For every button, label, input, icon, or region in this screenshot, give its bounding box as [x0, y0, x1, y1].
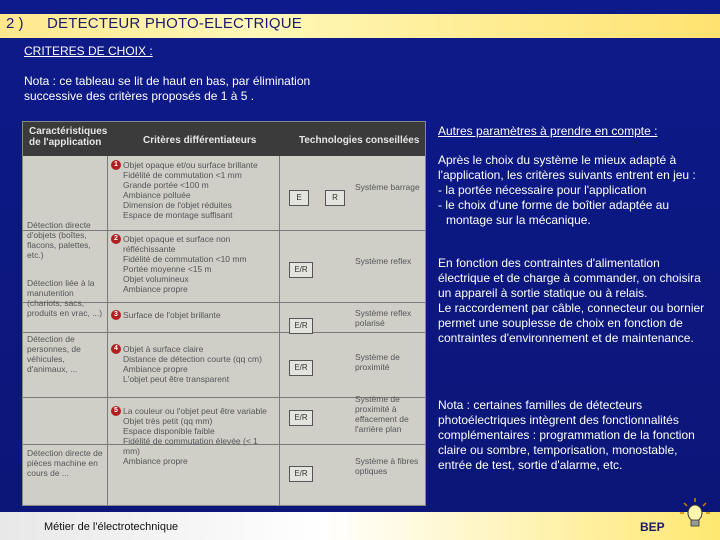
other-parameters-heading: Autres paramètres à prendre en compte :	[438, 124, 658, 138]
emitter-receiver-box: E/R	[289, 410, 313, 426]
technology-label: Système de proximité	[355, 352, 400, 372]
table-header-applications: Caractéristiques de l'application	[29, 126, 108, 148]
footer-level-label: BEP	[640, 520, 665, 534]
criterion-number-2: 2	[111, 234, 121, 244]
criterion-block-5: La couleur ou l'objet peut être variable Objet très petit (qq mm) Espace disponible faible Fidélité de commutation élevée (< 1 mm) Ambiance propre	[123, 406, 267, 466]
criterion-block-3: Surface de l'objet brillante	[123, 310, 221, 320]
emitter-receiver-box: E/R	[289, 466, 313, 482]
slide-title: DETECTEUR PHOTO-ELECTRIQUE	[47, 15, 302, 32]
features-note: Nota : certaines familles de détecteurs photoélectriques intègrent des fonctionnalités complémentaires : programmation de la fonction claire ou sombre, temporisation, monostable, entrée de test, sortie d'alarme, etc.	[438, 398, 695, 472]
application-item: Détection liée à la manutention (chariots, sacs, produits en vrac, ...)	[27, 278, 103, 318]
technology-label: Système de proximité à effacement de l'arrière plan	[355, 394, 409, 434]
after-choice-paragraph: Après le choix du système le mieux adapté à l'application, les critères suivants entrent en jeu : - la portée nécessaire pour l'application - le choix d'une forme de boîtier adaptée au montage sur la mécanique.	[438, 153, 696, 227]
criterion-block-1: Objet opaque et/ou surface brillante Fidélité de commutation <1 mm Grande portée <100 m Ambiance polluée Dimension de l'objet réduites Espace de montage suffisant	[123, 160, 258, 220]
selection-table-image	[22, 121, 426, 506]
application-item: Détection directe de pièces machine en cours de ...	[27, 448, 103, 478]
criteria-heading: CRITERES DE CHOIX :	[24, 44, 153, 58]
technology-label: Système barrage	[355, 182, 420, 192]
reading-note: Nota : ce tableau se lit de haut en bas, par élimination successive des critères proposés de 1 à 5 .	[24, 74, 311, 103]
application-item: Détection directe d'objets (boîtes, flacons, palettes, etc.)	[27, 220, 91, 260]
section-number: 2 )	[6, 15, 24, 32]
receiver-box: R	[325, 190, 345, 206]
technology-label: Système reflex	[355, 256, 412, 266]
constraints-paragraph: En fonction des contraintes d'alimentation électrique et de charge à commander, on choisira un appareil à sortie statique ou à relais. Le raccordement par câble, connecteur ou bornier permet une souplesse de choix en fonction de contraintes d'environnement et de maintenance.	[438, 256, 705, 345]
emitter-box: E	[289, 190, 309, 206]
criterion-block-4: Objet à surface claire Distance de détection courte (qq cm) Ambiance propre L'objet peut être transparent	[123, 344, 262, 384]
technology-label: Système reflex polarisé	[355, 308, 412, 328]
footer-course-name: Métier de l'électrotechnique	[44, 521, 179, 533]
emitter-receiver-box: E/R	[289, 360, 313, 376]
criterion-block-2: Objet opaque et surface non réfléchissante Fidélité de commutation <10 mm Portée moyenne <15 m Objet volumineux Ambiance propre	[123, 234, 247, 294]
lightbulb-icon	[678, 496, 712, 530]
criterion-number-4: 4	[111, 344, 121, 354]
table-header-criteria: Critères différentiateurs	[143, 135, 257, 146]
table-header-technologies: Technologies conseillées	[299, 135, 420, 146]
criterion-number-5: 5	[111, 406, 121, 416]
criterion-number-3: 3	[111, 310, 121, 320]
application-item: Détection de personnes, de véhicules, d'animaux, ...	[27, 334, 81, 374]
criterion-number-1: 1	[111, 160, 121, 170]
emitter-receiver-box: E/R	[289, 262, 313, 278]
technology-label: Système à fibres optiques	[355, 456, 419, 476]
emitter-receiver-box: E/R	[289, 318, 313, 334]
